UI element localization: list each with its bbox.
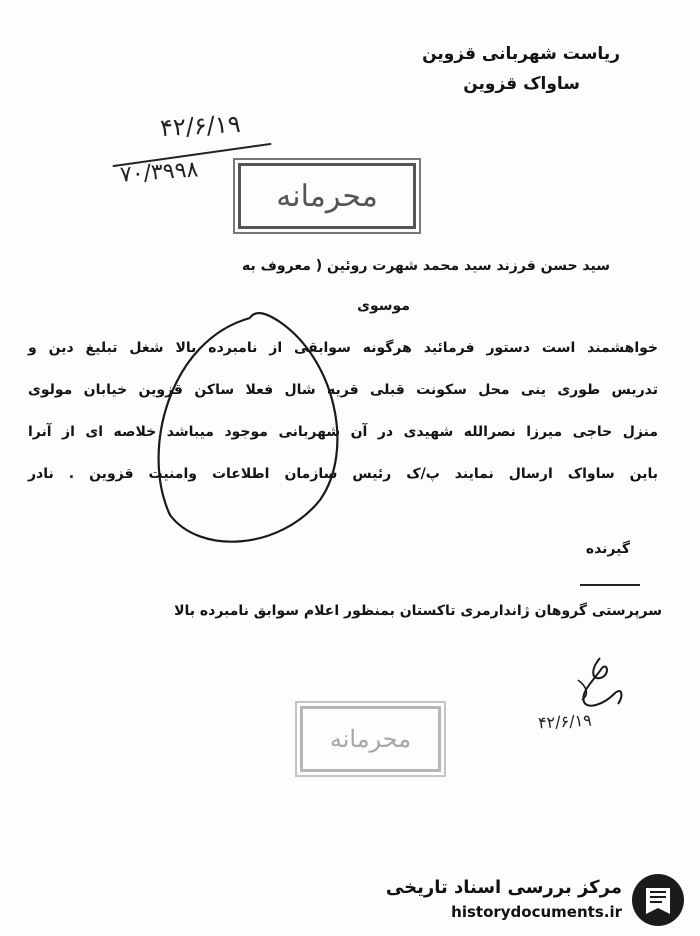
confidential-stamp	[238, 163, 416, 229]
cc-line: سرپرستی گروهان ژاندارمری تاکستان بمنظور اعلام سوابق نامبرده بالا	[174, 603, 662, 619]
confidential-stamp-text: محرمانه	[276, 178, 378, 214]
header-line-2: ساواک قزوین	[463, 74, 580, 94]
body-line-1: خواهشمند است دستور فرمائید هرگونه سوابقی از نامبرده بالا شغل تبلیغ دین و	[28, 340, 658, 356]
subject-line-2: موسوی	[357, 298, 410, 314]
footer-title: مرکز بررسی اسناد تاریخی	[385, 877, 622, 898]
signature-date: ۴۲/۶/۱۹	[537, 710, 593, 733]
archive-logo-icon	[630, 872, 686, 928]
confidential-stamp-faded	[300, 706, 441, 772]
separator-line	[580, 584, 640, 586]
body-line-4: باین ساواک ارسال نمایند پ/ک رئیس سازمان اطلاعات وامنیت قزوین . نادر	[28, 466, 658, 482]
signature-mark	[570, 650, 630, 720]
subject-line-1: سید حسن فرزند سید محمد شهرت روئین ( معروف به	[242, 258, 610, 274]
header-line-1: ریاست شهربانی قزوین	[422, 44, 620, 64]
footer-url[interactable]: historydocuments.ir	[451, 903, 622, 921]
body-line-3: منزل حاجی میرزا نصرالله شهیدی در آن شهربانی موجود میباشد خلاصه ای از آنرا	[28, 424, 658, 440]
confidential-stamp-faded-text: محرمانه	[329, 725, 412, 753]
receiver-label: گیرنده	[585, 541, 630, 557]
handwritten-ref-number: ۷۰/۳۹۹۸	[119, 157, 200, 188]
handwritten-date: ۴۲/۶/۱۹	[159, 109, 242, 143]
body-line-2: تدریس طوری ینی محل سکونت قبلی قریه شال فعلا ساکن قزوین خیابان مولوی	[28, 382, 658, 398]
